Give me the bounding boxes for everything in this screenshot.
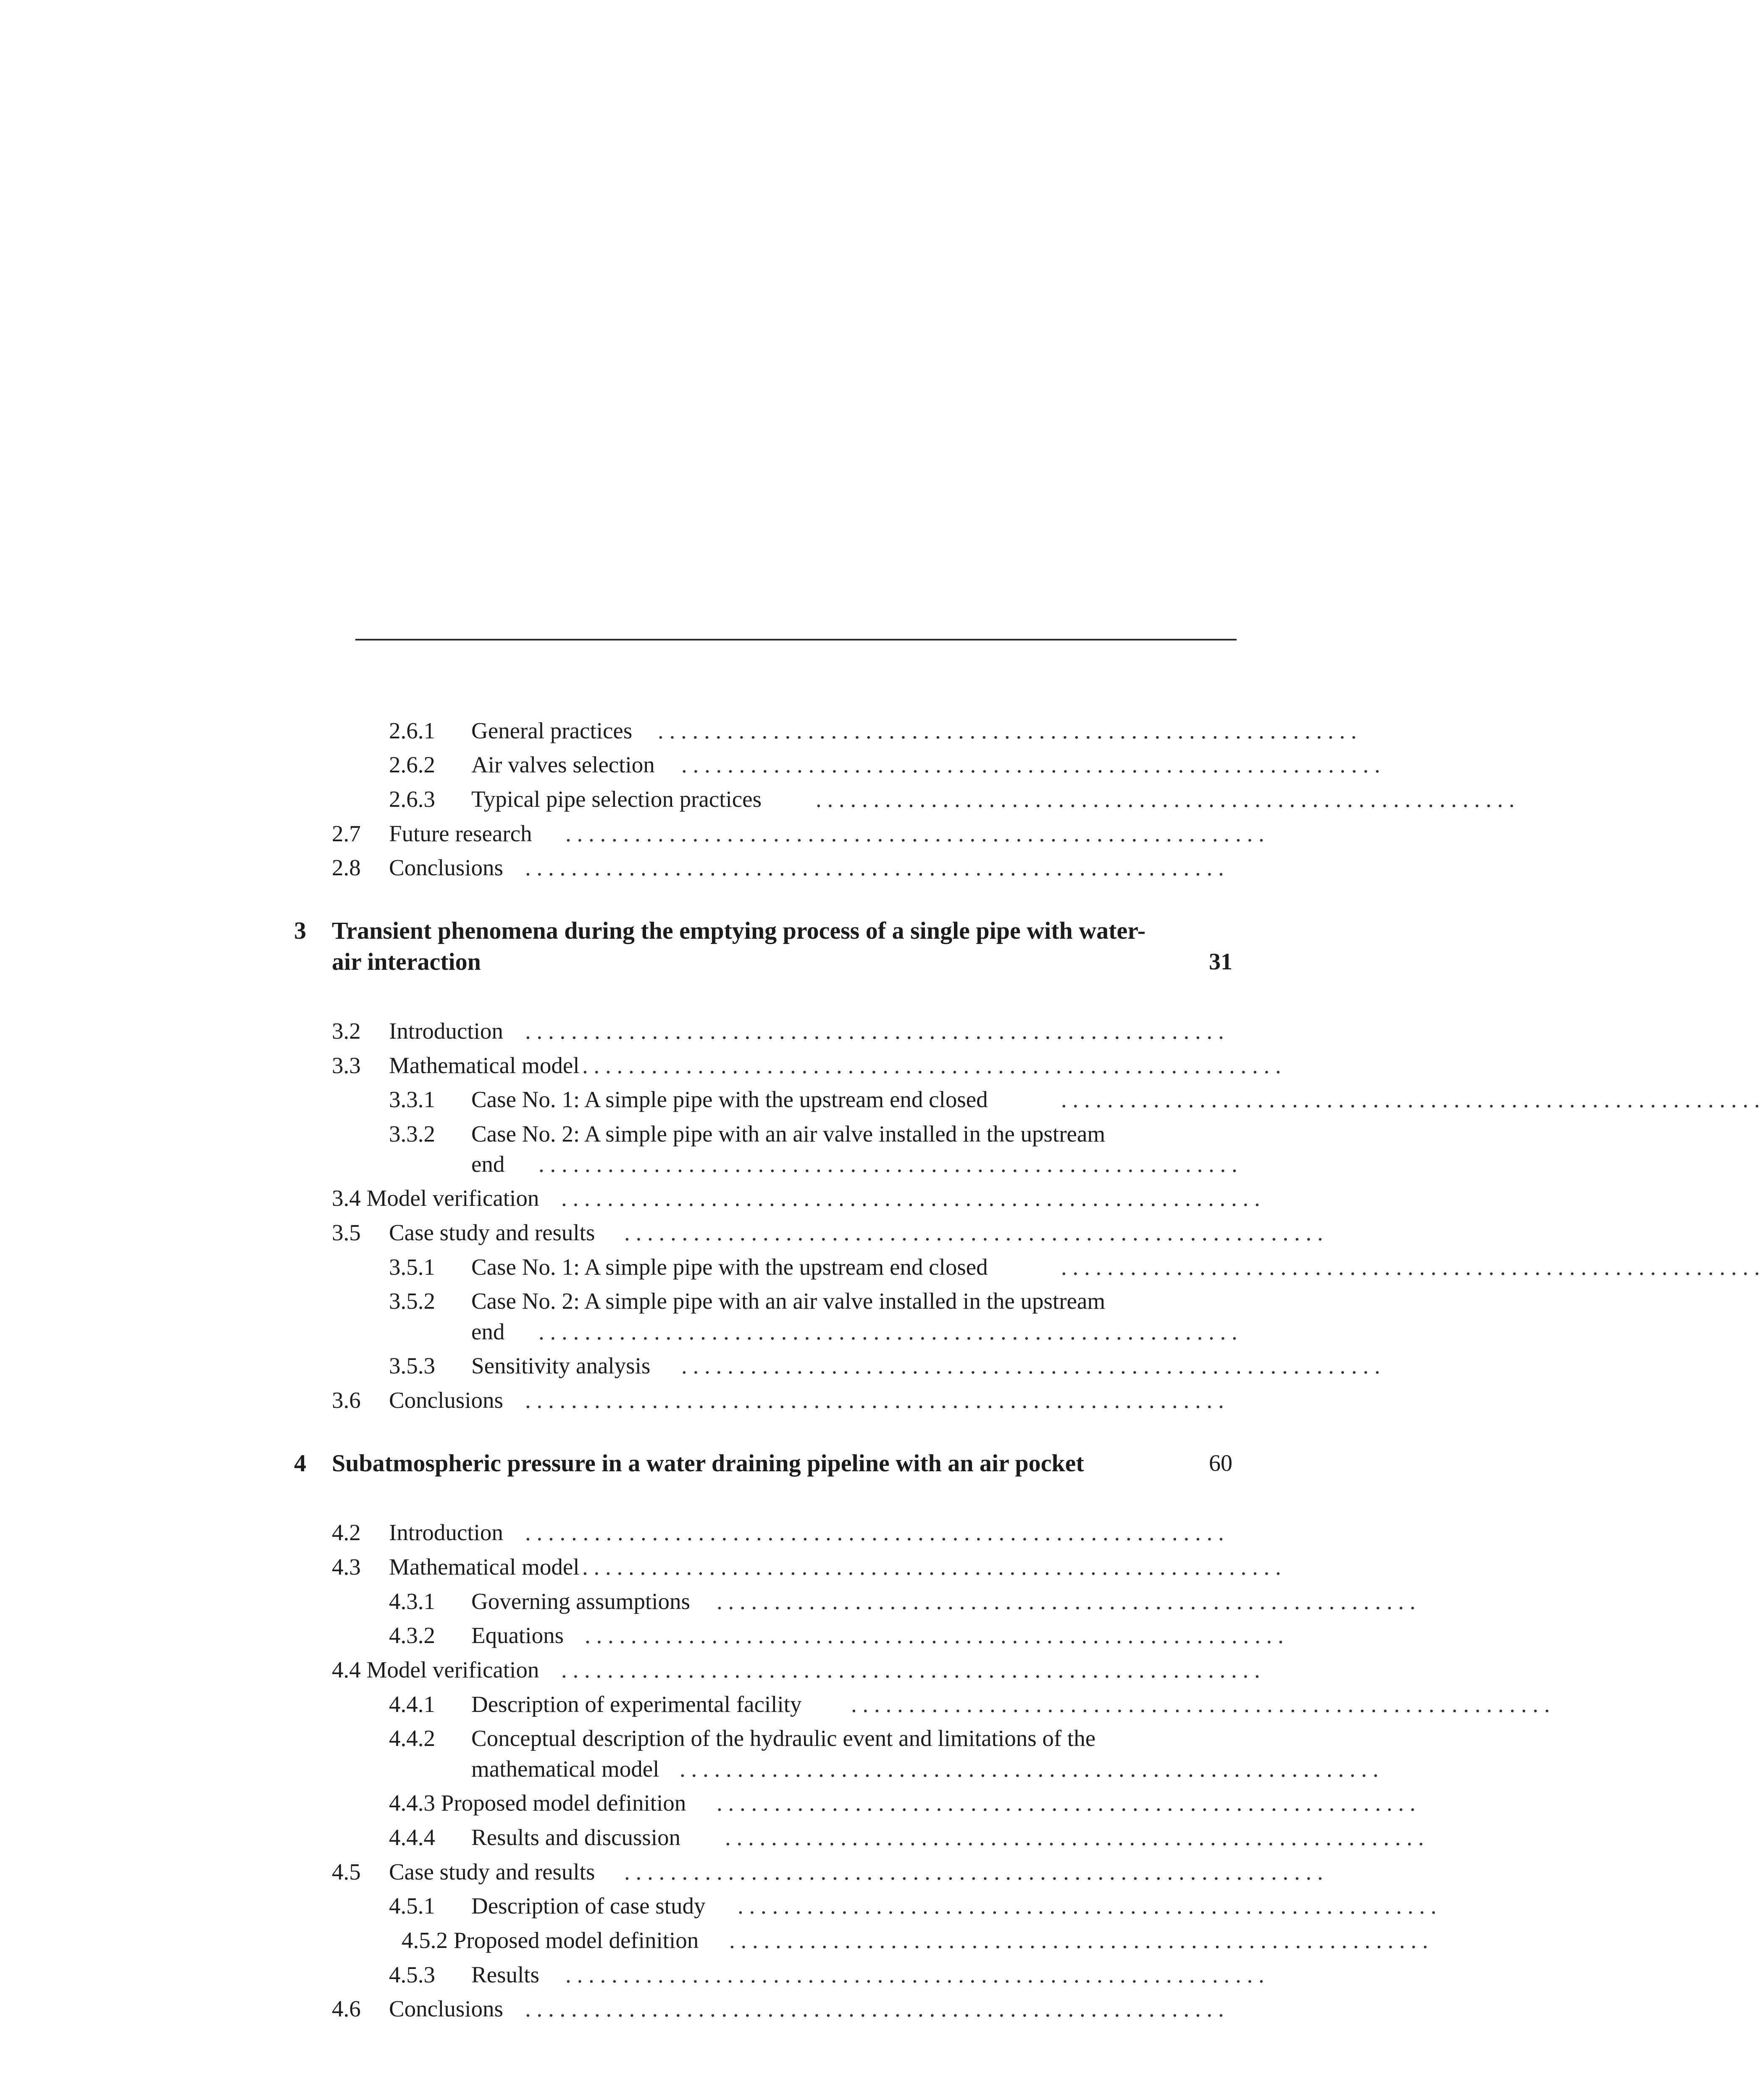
toc-entry-number: 4.2 <box>332 1520 361 1545</box>
dot-leader: . . . . . . . . . . . . . . . . . . . . . . . . . . . . . . . . . . . . . . . . . . . . . . . . . . . . . . . . . . . . . <box>624 1220 1323 1245</box>
toc-entry-title: Introduction <box>389 1520 503 1545</box>
dot-leader: . . . . . . . . . . . . . . . . . . . . . . . . . . . . . . . . . . . . . . . . . . . . . . . . . . . . . . . . . . . . . <box>585 1622 1284 1648</box>
toc-entry-4-5-3[interactable] <box>389 1960 1264 1990</box>
toc-entry-title: Description of case study <box>471 1893 706 1919</box>
toc-entry-4-6[interactable] <box>332 1994 1224 2024</box>
toc-entry-title: Conceptual description of the hydraulic event and limitations of the <box>471 1725 1096 1751</box>
toc-entry-title: Mathematical model <box>389 1053 580 1078</box>
toc-entry-3-3-2-continuation[interactable] <box>471 1150 1237 1179</box>
toc-entry-number: 2.7 <box>332 821 361 846</box>
dot-leader: . . . . . . . . . . . . . . . . . . . . . . . . . . . . . . . . . . . . . . . . . . . . . . . . . . . . . . . . . . . . . <box>525 1520 1224 1545</box>
dot-leader: . . . . . . . . . . . . . . . . . . . . . . . . . . . . . . . . . . . . . . . . . . . . . . . . . . . . . . . . . . . . . <box>717 1588 1416 1614</box>
toc-entry-title-continuation: mathematical model <box>471 1756 659 1782</box>
dot-leader: . . . . . . . . . . . . . . . . . . . . . . . . . . . . . . . . . . . . . . . . . . . . . . . . . . . . . . . . . . . . . <box>525 1996 1224 2021</box>
toc-entry-4-4-4[interactable] <box>389 1823 1424 1852</box>
toc-entry-3-2[interactable] <box>332 1016 1224 1046</box>
toc-entry-3-5-2-continuation[interactable] <box>471 1317 1237 1347</box>
toc-entry-title-continuation: end <box>471 1151 505 1177</box>
toc-entry-3-6[interactable] <box>332 1386 1224 1415</box>
toc-entry-4-3[interactable] <box>332 1552 1281 1582</box>
dot-leader: . . . . . . . . . . . . . . . . . . . . . . . . . . . . . . . . . . . . . . . . . . . . . . . . . . . . . . . . . . . . . <box>561 1185 1260 1211</box>
toc-entry-title: Results and discussion <box>471 1824 681 1850</box>
toc-entry-number: 4.5 <box>332 1859 361 1885</box>
toc-entry-title-continuation: end <box>471 1319 505 1344</box>
toc-entry-title: Case No. 1: A simple pipe with the upstream end closed <box>471 1254 988 1280</box>
toc-entry-number: 4.4.1 <box>389 1691 435 1717</box>
toc-entry-title: Results <box>471 1962 539 1987</box>
toc-entry-3-3-2[interactable] <box>389 1119 1191 1149</box>
toc-entry-3-5[interactable] <box>332 1218 1323 1247</box>
toc-entry-title: Case study and results <box>389 1859 595 1885</box>
toc-entry-number: 3.3 <box>332 1053 361 1078</box>
dot-leader: . . . . . . . . . . . . . . . . . . . . . . . . . . . . . . . . . . . . . . . . . . . . . . . . . . . . . . . . . . . . . <box>565 821 1264 846</box>
dot-leader: . . . . . . . . . . . . . . . . . . . . . . . . . . . . . . . . . . . . . . . . . . . . . . . . . . . . . . . . . . . . . <box>525 1387 1224 1413</box>
toc-entry-4-4-3[interactable] <box>389 1788 1416 1818</box>
dot-leader: . . . . . . . . . . . . . . . . . . . . . . . . . . . . . . . . . . . . . . . . . . . . . . . . . . . . . . . . . . . . . <box>658 718 1357 743</box>
toc-entry-number: 2.6.1 <box>389 718 435 743</box>
toc-entry-3-3-1[interactable] <box>389 1085 1760 1114</box>
toc-entry-3-3[interactable] <box>332 1051 1281 1080</box>
toc-entry-number: 3.2 <box>332 1018 361 1044</box>
toc-entry-2-6-2[interactable] <box>389 750 1380 780</box>
toc-entry-3-5-1[interactable] <box>389 1252 1760 1282</box>
toc-entry-title: Equations <box>471 1622 564 1648</box>
toc-entry-title: Case No. 2: A simple pipe with an air valve installed in the upstream <box>471 1121 1106 1147</box>
toc-entry-number: 4.3.1 <box>389 1588 435 1614</box>
toc-entry-title: 4.4 Model verification <box>332 1657 539 1683</box>
chapter-title-line-1: Transient phenomena during the emptying process of a single pipe with water- <box>332 917 1146 944</box>
dot-leader: . . . . . . . . . . . . . . . . . . . . . . . . . . . . . . . . . . . . . . . . . . . . . . . . . . . . . . . . . . . . . <box>680 1756 1379 1782</box>
chapter-title: Subatmospheric pressure in a water draining pipeline with an air pocket <box>332 1449 1084 1477</box>
dot-leader: . . . . . . . . . . . . . . . . . . . . . . . . . . . . . . . . . . . . . . . . . . . . . . . . . . . . . . . . . . . . . <box>738 1893 1437 1919</box>
dot-leader: . . . . . . . . . . . . . . . . . . . . . . . . . . . . . . . . . . . . . . . . . . . . . . . . . . . . . . . . . . . . . <box>624 1859 1323 1885</box>
toc-entry-title: Case No. 2: A simple pipe with an air valve installed in the upstream <box>471 1288 1106 1314</box>
toc-entry-title: Description of experimental facility <box>471 1691 802 1717</box>
toc-entry-3-5-3[interactable] <box>389 1351 1380 1381</box>
dot-leader: . . . . . . . . . . . . . . . . . . . . . . . . . . . . . . . . . . . . . . . . . . . . . . . . . . . . . . . . . . . . . <box>681 1353 1380 1378</box>
toc-entry-title: Conclusions <box>389 1387 503 1413</box>
toc-entry-3-4[interactable] <box>332 1184 1260 1213</box>
toc-entry-number: 4.6 <box>332 1996 361 2021</box>
toc-entry-2-7[interactable] <box>332 819 1264 848</box>
toc-entry-number: 2.8 <box>332 855 361 880</box>
toc-entry-3-5-2[interactable] <box>389 1286 1191 1316</box>
toc-entry-title: 3.4 Model verification <box>332 1185 539 1211</box>
dot-leader: . . . . . . . . . . . . . . . . . . . . . . . . . . . . . . . . . . . . . . . . . . . . . . . . . . . . . . . . . . . . . <box>539 1319 1237 1344</box>
toc-entry-title: Case study and results <box>389 1220 595 1245</box>
dot-leader: . . . . . . . . . . . . . . . . . . . . . . . . . . . . . . . . . . . . . . . . . . . . . . . . . . . . . . . . . . . . . <box>725 1824 1424 1850</box>
toc-entry-title: General practices <box>471 718 633 743</box>
toc-entry-2-8[interactable] <box>332 853 1224 882</box>
toc-entry-number: 2.6.3 <box>389 786 435 812</box>
toc-entry-4-4-2[interactable] <box>389 1724 1191 1753</box>
dot-leader: . . . . . . . . . . . . . . . . . . . . . . . . . . . . . . . . . . . . . . . . . . . . . . . . . . . . . . . . . . . . . <box>525 855 1224 880</box>
toc-entry-2-6-3[interactable] <box>389 785 1515 814</box>
toc-entry-4-5[interactable] <box>332 1857 1323 1887</box>
toc-entry-number: 4.3 <box>332 1554 361 1580</box>
dot-leader: . . . . . . . . . . . . . . . . . . . . . . . . . . . . . . . . . . . . . . . . . . . . . . . . . . . . . . . . . . . . . <box>816 786 1515 812</box>
toc-entry-title: Future research <box>389 821 532 846</box>
toc-entry-4-5-1[interactable] <box>389 1891 1437 1921</box>
toc-entry-number: 3.5 <box>332 1220 361 1245</box>
toc-entry-number: 3.3.2 <box>389 1121 435 1147</box>
dot-leader: . . . . . . . . . . . . . . . . . . . . . . . . . . . . . . . . . . . . . . . . . . . . . . . . . . . . . . . . . . . . . <box>561 1657 1260 1683</box>
toc-entry-title: Conclusions <box>389 1996 503 2021</box>
dot-leader: . . . . . . . . . . . . . . . . . . . . . . . . . . . . . . . . . . . . . . . . . . . . . . . . . . . . . . . . . . . . . <box>681 752 1380 777</box>
toc-entry-title: Case No. 1: A simple pipe with the upstream end closed <box>471 1087 988 1112</box>
toc-entry-title: 4.5.2 Proposed model definition <box>402 1927 699 1953</box>
dot-leader: . . . . . . . . . . . . . . . . . . . . . . . . . . . . . . . . . . . . . . . . . . . . . . . . . . . . . . . . . . . . . <box>582 1554 1281 1580</box>
toc-entry-title: Air valves selection <box>471 752 655 777</box>
dot-leader: . . . . . . . . . . . . . . . . . . . . . . . . . . . . . . . . . . . . . . . . . . . . . . . . . . . . . . . . . . . . . <box>1061 1087 1760 1112</box>
dot-leader: . . . . . . . . . . . . . . . . . . . . . . . . . . . . . . . . . . . . . . . . . . . . . . . . . . . . . . . . . . . . . <box>717 1790 1416 1816</box>
toc-entry-number: 4.5.1 <box>389 1893 435 1919</box>
chapter-number: 3 <box>294 917 306 944</box>
toc-entry-4-5-2[interactable] <box>402 1926 1428 1955</box>
chapter-number: 4 <box>294 1449 306 1477</box>
dot-leader: . . . . . . . . . . . . . . . . . . . . . . . . . . . . . . . . . . . . . . . . . . . . . . . . . . . . . . . . . . . . . <box>565 1962 1264 1987</box>
toc-entry-number: 3.5.3 <box>389 1353 435 1378</box>
toc-entry-number: 4.3.2 <box>389 1622 435 1648</box>
toc-entry-number: 3.5.2 <box>389 1288 435 1314</box>
chapter-page-number: 60 <box>1209 1450 1232 1476</box>
toc-entry-2-6-1[interactable] <box>389 716 1357 746</box>
toc-entry-4-4-1[interactable] <box>389 1690 1550 1719</box>
dot-leader: . . . . . . . . . . . . . . . . . . . . . . . . . . . . . . . . . . . . . . . . . . . . . . . . . . . . . . . . . . . . . <box>525 1018 1224 1044</box>
dot-leader: . . . . . . . . . . . . . . . . . . . . . . . . . . . . . . . . . . . . . . . . . . . . . . . . . . . . . . . . . . . . . <box>539 1151 1237 1177</box>
toc-entry-number: 3.5.1 <box>389 1254 435 1280</box>
toc-entry-title: 4.4.3 Proposed model definition <box>389 1790 686 1816</box>
toc-entry-4-2[interactable] <box>332 1518 1224 1547</box>
toc-entry-4-3-1[interactable] <box>389 1587 1416 1616</box>
toc-entry-title: Typical pipe selection practices <box>471 786 762 812</box>
toc-entry-4-3-2[interactable] <box>389 1621 1284 1650</box>
toc-entry-number: 4.4.2 <box>389 1725 435 1751</box>
toc-entry-title: Governing assumptions <box>471 1588 690 1614</box>
toc-entry-4-4[interactable] <box>332 1655 1260 1685</box>
toc-entry-number: 4.5.3 <box>389 1962 435 1987</box>
dot-leader: . . . . . . . . . . . . . . . . . . . . . . . . . . . . . . . . . . . . . . . . . . . . . . . . . . . . . . . . . . . . . <box>729 1927 1428 1953</box>
toc-entry-number: 3.3.1 <box>389 1087 435 1112</box>
toc-entry-title: Sensitivity analysis <box>471 1353 651 1378</box>
dot-leader: . . . . . . . . . . . . . . . . . . . . . . . . . . . . . . . . . . . . . . . . . . . . . . . . . . . . . . . . . . . . . <box>851 1691 1550 1717</box>
toc-entry-title: Introduction <box>389 1018 503 1044</box>
chapter-page-number: 31 <box>1209 949 1232 975</box>
dot-leader: . . . . . . . . . . . . . . . . . . . . . . . . . . . . . . . . . . . . . . . . . . . . . . . . . . . . . . . . . . . . . <box>582 1053 1281 1078</box>
toc-entry-number: 3.6 <box>332 1387 361 1413</box>
toc-entry-title: Mathematical model <box>389 1554 580 1580</box>
toc-entry-number: 4.4.4 <box>389 1824 435 1850</box>
toc-entry-number: 2.6.2 <box>389 752 435 777</box>
chapter-title-line-2: air interaction <box>332 948 481 975</box>
dot-leader: . . . . . . . . . . . . . . . . . . . . . . . . . . . . . . . . . . . . . . . . . . . . . . . . . . . . . . . . . . . . . <box>1061 1254 1760 1280</box>
toc-entry-title: Conclusions <box>389 855 503 880</box>
header-rule <box>355 639 1237 640</box>
toc-entry-4-4-2-continuation[interactable] <box>471 1754 1379 1784</box>
